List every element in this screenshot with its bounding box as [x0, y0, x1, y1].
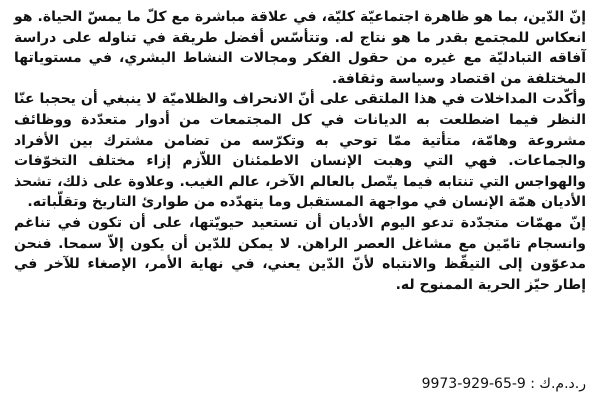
- paragraph-2: وأكّدت المداخلات في هذا الملتقى على أنّ الانحراف والظلاميّة لا ينبغي أن يحجبا عنّا النظر فيما اضطلعت به الديانات في كل المجتمعات من أدوار متعدّدة ووظائف مشروعة وهامّة، متأتية ممّا توحي به وتكرّسه من تضامن مشترك بين الأفراد والجماعات. فهي التي وهبت الإنسان الاطمئنان اللاّزم إزاء مختلف التخوّفات والهواجس التي تنتابه فيما يتّصل بالعالم الآخر، عالم الغيب. وعلاوة على ذلك، تشحذ الأديان همّة الإنسان في مواجهة المستقبل وما يتهدّده من طوارئ التاريخ وتقلّباته.: [14, 91, 586, 211]
- isbn-line: [422, 374, 586, 394]
- paragraph-1: إنّ الدّين، بما هو ظاهرة اجتماعيّة كليّة، في علاقة مباشرة مع كلّ ما يمسّ الحياة. هو انعكاس للمجتمع بقدر ما هو نتاج له. وتتأسّس أفضل طريقة في تناوله على دراسة آفاقه التبادليّة مع غيره من حقول الفكر ومجالات النشاط البشري، في مستوياتها المختلفة من اقتصاد وسياسة وثقافة.: [14, 9, 586, 87]
- paragraph-3: إنّ مهمّات متجدّدة تدعو اليوم الأديان أن تستعيد حيويّتها، على أن تكون في تناغم وانسجام تامّين مع مشاغل العصر الراهن. لا يمكن للدّين أن يكون إلاّ سمحا. فنحن مدعوّون إلى التيقّظ والانتباه لأنّ الدّين يعني، في نهاية الأمر، الإصغاء للآخر في إطار حيّز الحرية الممنوح له.: [14, 214, 586, 293]
- isbn-number: 9973-929-65-9: [421, 376, 526, 392]
- isbn-label: ر.د.م.ك :: [530, 376, 586, 392]
